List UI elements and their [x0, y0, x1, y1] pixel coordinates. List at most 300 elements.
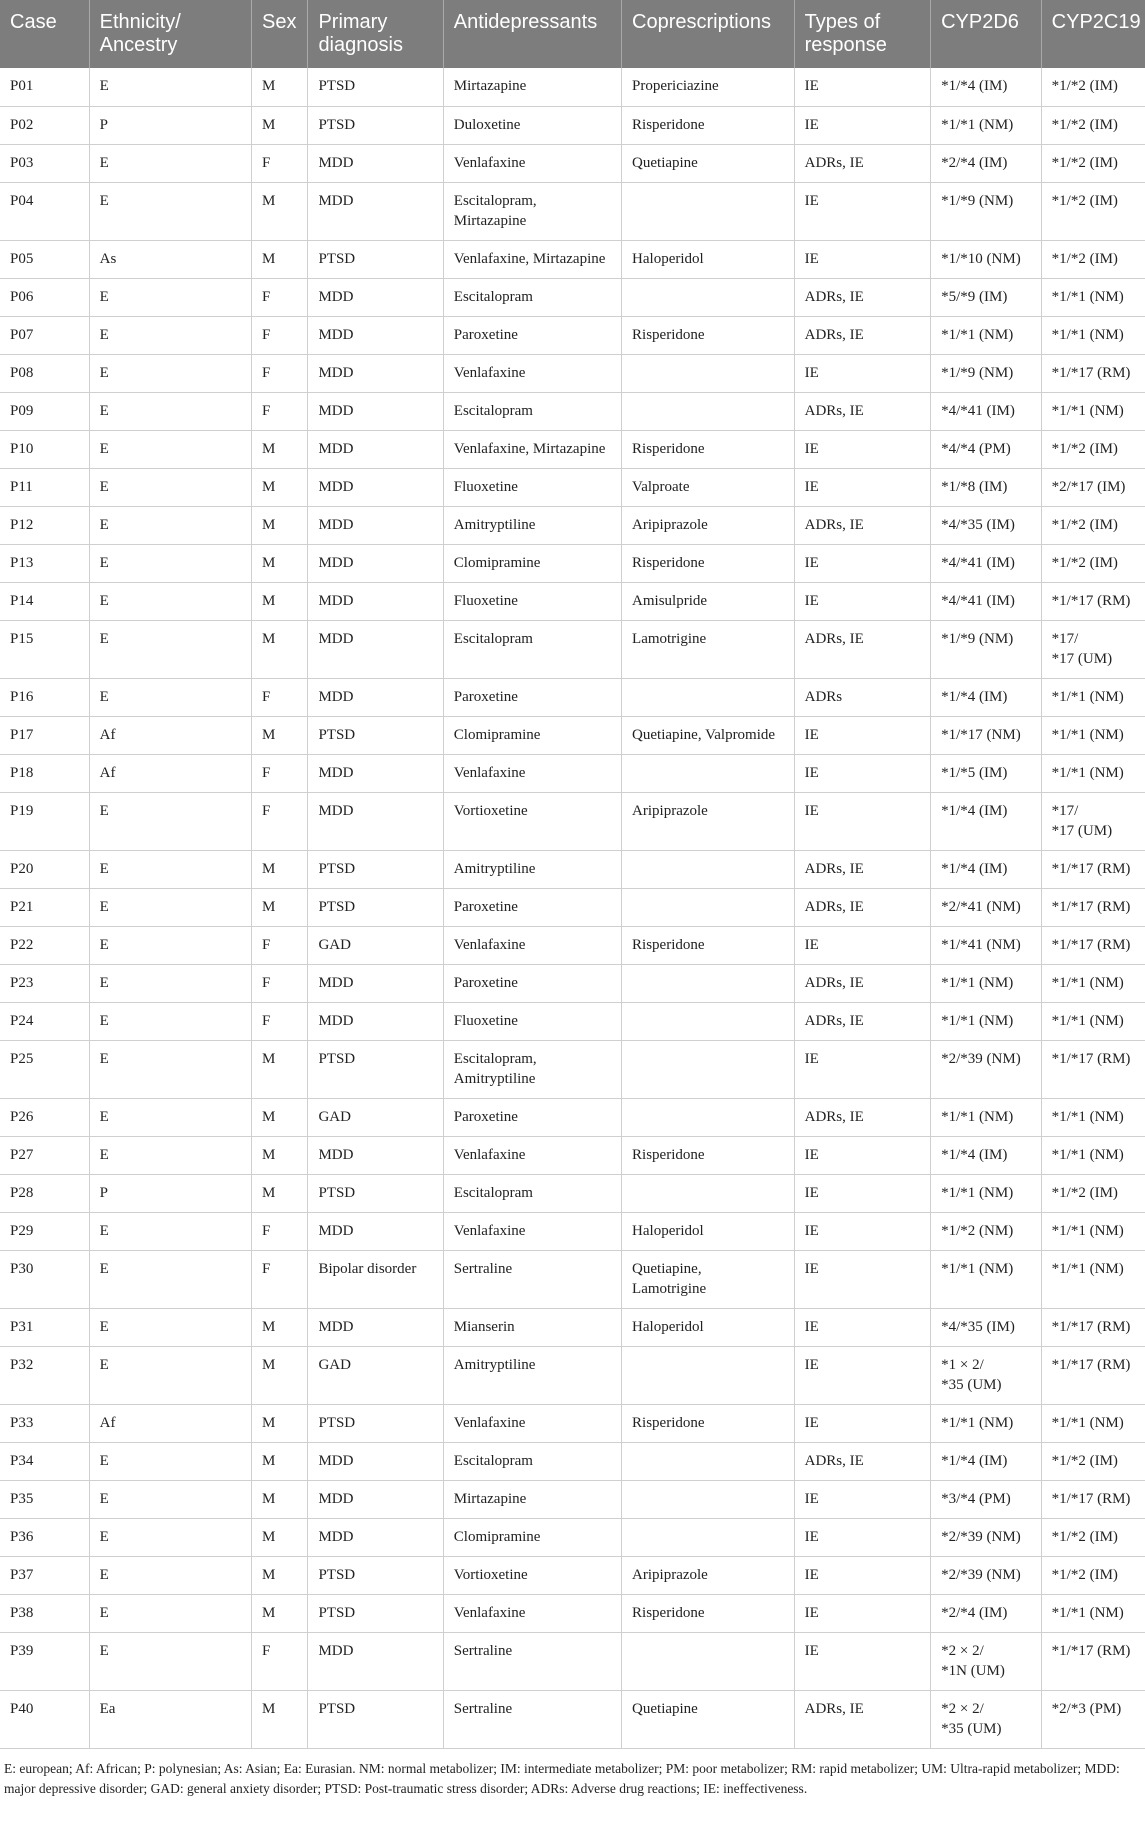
cell-cyp2c19: *2/*17 (IM) [1041, 468, 1145, 506]
cell-cyp2c19: *1/*17 (RM) [1041, 1308, 1145, 1346]
cell-primary-diagnosis: MDD [308, 506, 443, 544]
cell-antidepressants: Escitalopram, Amitryptiline [443, 1040, 621, 1098]
cell-coprescriptions: Quetiapine, Lamotrigine [622, 1250, 795, 1308]
table-footnote: E: european; Af: African; P: polynesian; As: Asian; Ea: Eurasian. NM: normal metabolizer; IM: intermediate metabolizer; PM: poor metabolizer; RM: rapid metabolizer; UM: Ultra-rapid metabolizer; MDD: major depressive disorder; GAD: general anxiety disorder; PTSD: Post-traumatic stress disorder; ADRs: Adverse drug reactions; IE: ineffectiveness. [4, 1760, 1120, 1796]
cell-sex: M [252, 716, 308, 754]
cell-antidepressants: Amitryptiline [443, 1346, 621, 1404]
cell-cyp2d6: *1/*1 (NM) [931, 1002, 1042, 1040]
cell-coprescriptions: Haloperidol [622, 240, 795, 278]
cell-antidepressants: Mirtazapine [443, 1480, 621, 1518]
cell-antidepressants: Clomipramine [443, 1518, 621, 1556]
cell-cyp2d6: *1/*9 (NM) [931, 182, 1042, 240]
cell-sex: F [252, 354, 308, 392]
cell-primary-diagnosis: PTSD [308, 1040, 443, 1098]
cell-case: P05 [0, 240, 89, 278]
cell-types-of-response: ADRs, IE [794, 964, 930, 1002]
cell-cyp2c19: *1/*1 (NM) [1041, 1594, 1145, 1632]
cell-antidepressants: Paroxetine [443, 678, 621, 716]
header-coprescriptions: Coprescriptions [622, 0, 795, 68]
cell-antidepressants: Venlafaxine [443, 1404, 621, 1442]
cell-cyp2c19: *1/*2 (IM) [1041, 544, 1145, 582]
cell-antidepressants: Escitalopram [443, 392, 621, 430]
cell-types-of-response: ADRs, IE [794, 1442, 930, 1480]
cell-case: P24 [0, 1002, 89, 1040]
table-row [0, 792, 1145, 850]
cell-antidepressants: Venlafaxine [443, 926, 621, 964]
cell-cyp2d6: *1/*1 (NM) [931, 964, 1042, 1002]
cell-cyp2c19: *17/ *17 (UM) [1041, 620, 1145, 678]
cell-antidepressants: Vortioxetine [443, 792, 621, 850]
cell-coprescriptions: Risperidone [622, 926, 795, 964]
cell-antidepressants: Sertraline [443, 1632, 621, 1690]
cell-coprescriptions [622, 392, 795, 430]
cell-case: P07 [0, 316, 89, 354]
cell-cyp2d6: *5/*9 (IM) [931, 278, 1042, 316]
cell-cyp2c19: *1/*1 (NM) [1041, 1250, 1145, 1308]
cell-ethnicity: E [89, 1250, 251, 1308]
cell-primary-diagnosis: MDD [308, 430, 443, 468]
table-row [0, 316, 1145, 354]
cell-cyp2c19: *1/*2 (IM) [1041, 1518, 1145, 1556]
cell-primary-diagnosis: MDD [308, 278, 443, 316]
cell-ethnicity: As [89, 240, 251, 278]
cell-cyp2c19: *1/*1 (NM) [1041, 1098, 1145, 1136]
cell-cyp2d6: *1/*9 (NM) [931, 620, 1042, 678]
table-row [0, 506, 1145, 544]
cell-types-of-response: IE [794, 106, 930, 144]
cell-primary-diagnosis: PTSD [308, 240, 443, 278]
cell-case: P37 [0, 1556, 89, 1594]
cell-sex: M [252, 620, 308, 678]
cell-types-of-response: IE [794, 1174, 930, 1212]
cell-coprescriptions: Aripiprazole [622, 1556, 795, 1594]
table-row [0, 1594, 1145, 1632]
cell-case: P06 [0, 278, 89, 316]
cell-ethnicity: E [89, 1518, 251, 1556]
cell-sex: M [252, 240, 308, 278]
cell-primary-diagnosis: PTSD [308, 68, 443, 106]
cell-coprescriptions: Quetiapine, Valpromide [622, 716, 795, 754]
table-row [0, 1136, 1145, 1174]
table-row [0, 240, 1145, 278]
cell-case: P30 [0, 1250, 89, 1308]
cell-cyp2c19: *1/*1 (NM) [1041, 1212, 1145, 1250]
table-body [0, 68, 1145, 1748]
cell-case: P33 [0, 1404, 89, 1442]
table-row [0, 1442, 1145, 1480]
table-row [0, 678, 1145, 716]
cell-types-of-response: ADRs, IE [794, 1690, 930, 1748]
header-types-of-response: Types of response [794, 0, 930, 68]
cell-cyp2d6: *1/*1 (NM) [931, 106, 1042, 144]
cell-sex: M [252, 182, 308, 240]
cell-antidepressants: Clomipramine [443, 716, 621, 754]
cell-cyp2d6: *1/*4 (IM) [931, 850, 1042, 888]
cell-ethnicity: E [89, 354, 251, 392]
cell-ethnicity: E [89, 144, 251, 182]
cell-coprescriptions: Risperidone [622, 316, 795, 354]
cell-sex: M [252, 1556, 308, 1594]
cell-types-of-response: IE [794, 792, 930, 850]
cell-ethnicity: E [89, 1136, 251, 1174]
cell-cyp2c19: *1/*1 (NM) [1041, 716, 1145, 754]
cell-antidepressants: Mirtazapine [443, 68, 621, 106]
table-row [0, 1556, 1145, 1594]
cell-cyp2c19: *1/*17 (RM) [1041, 888, 1145, 926]
cell-case: P13 [0, 544, 89, 582]
cell-sex: F [252, 1250, 308, 1308]
cell-types-of-response: IE [794, 582, 930, 620]
cell-primary-diagnosis: MDD [308, 1518, 443, 1556]
cell-antidepressants: Venlafaxine [443, 754, 621, 792]
cell-cyp2c19: *1/*2 (IM) [1041, 144, 1145, 182]
cell-cyp2c19: *1/*1 (NM) [1041, 1404, 1145, 1442]
cell-cyp2d6: *1/*4 (IM) [931, 1442, 1042, 1480]
cell-types-of-response: IE [794, 1404, 930, 1442]
cell-cyp2d6: *3/*4 (PM) [931, 1480, 1042, 1518]
cell-cyp2c19: *1/*1 (NM) [1041, 1136, 1145, 1174]
table-row [0, 582, 1145, 620]
cell-primary-diagnosis: MDD [308, 316, 443, 354]
cell-ethnicity: E [89, 506, 251, 544]
cell-primary-diagnosis: MDD [308, 182, 443, 240]
cell-types-of-response: ADRs, IE [794, 506, 930, 544]
cell-case: P17 [0, 716, 89, 754]
table-row [0, 850, 1145, 888]
cell-case: P38 [0, 1594, 89, 1632]
cell-coprescriptions: Quetiapine [622, 1690, 795, 1748]
cell-cyp2c19: *1/*1 (NM) [1041, 316, 1145, 354]
cell-ethnicity: E [89, 392, 251, 430]
header-sex: Sex [252, 0, 308, 68]
cell-cyp2c19: *1/*2 (IM) [1041, 240, 1145, 278]
cell-cyp2d6: *1/*10 (NM) [931, 240, 1042, 278]
cell-antidepressants: Paroxetine [443, 964, 621, 1002]
cell-cyp2c19: *1/*17 (RM) [1041, 1346, 1145, 1404]
cell-primary-diagnosis: MDD [308, 1136, 443, 1174]
cell-coprescriptions: Risperidone [622, 106, 795, 144]
cell-sex: M [252, 1518, 308, 1556]
cell-primary-diagnosis: GAD [308, 926, 443, 964]
table-row [0, 1404, 1145, 1442]
cell-coprescriptions [622, 1346, 795, 1404]
cell-ethnicity: E [89, 1346, 251, 1404]
cell-types-of-response: IE [794, 354, 930, 392]
cell-antidepressants: Paroxetine [443, 1098, 621, 1136]
cell-types-of-response: ADRs, IE [794, 144, 930, 182]
header-cyp2d6: CYP2D6 [931, 0, 1042, 68]
table-row [0, 1098, 1145, 1136]
cell-cyp2c19: *1/*1 (NM) [1041, 964, 1145, 1002]
cell-cyp2c19: *1/*1 (NM) [1041, 278, 1145, 316]
cell-ethnicity: P [89, 1174, 251, 1212]
cell-coprescriptions [622, 754, 795, 792]
cell-ethnicity: E [89, 316, 251, 354]
cell-case: P35 [0, 1480, 89, 1518]
cell-ethnicity: E [89, 620, 251, 678]
cell-cyp2d6: *1/*4 (IM) [931, 678, 1042, 716]
cell-ethnicity: E [89, 1594, 251, 1632]
cell-cyp2d6: *1/*4 (IM) [931, 68, 1042, 106]
cell-sex: M [252, 506, 308, 544]
cell-antidepressants: Amitryptiline [443, 506, 621, 544]
cell-ethnicity: E [89, 926, 251, 964]
cell-case: P23 [0, 964, 89, 1002]
cell-ethnicity: E [89, 430, 251, 468]
cell-ethnicity: E [89, 1212, 251, 1250]
cell-primary-diagnosis: MDD [308, 754, 443, 792]
cell-ethnicity: E [89, 278, 251, 316]
cell-sex: F [252, 1632, 308, 1690]
cell-case: P10 [0, 430, 89, 468]
table-row [0, 716, 1145, 754]
cell-case: P28 [0, 1174, 89, 1212]
cell-primary-diagnosis: MDD [308, 392, 443, 430]
cell-coprescriptions: Propericiazine [622, 68, 795, 106]
table-row [0, 1040, 1145, 1098]
cell-coprescriptions [622, 1002, 795, 1040]
cell-cyp2c19: *17/ *17 (UM) [1041, 792, 1145, 850]
cell-ethnicity: E [89, 182, 251, 240]
cell-antidepressants: Duloxetine [443, 106, 621, 144]
cell-ethnicity: E [89, 468, 251, 506]
cell-case: P26 [0, 1098, 89, 1136]
cell-primary-diagnosis: PTSD [308, 1556, 443, 1594]
cell-ethnicity: E [89, 1002, 251, 1040]
cell-sex: M [252, 1308, 308, 1346]
cell-primary-diagnosis: MDD [308, 678, 443, 716]
cell-sex: M [252, 582, 308, 620]
cell-cyp2d6: *1 × 2/ *35 (UM) [931, 1346, 1042, 1404]
cell-types-of-response: ADRs, IE [794, 1002, 930, 1040]
cell-cyp2d6: *2/*39 (NM) [931, 1040, 1042, 1098]
cell-coprescriptions [622, 1442, 795, 1480]
cell-sex: F [252, 392, 308, 430]
cell-case: P14 [0, 582, 89, 620]
cell-types-of-response: ADRs [794, 678, 930, 716]
cell-types-of-response: ADRs, IE [794, 620, 930, 678]
table-row [0, 888, 1145, 926]
cell-primary-diagnosis: Bipolar disorder [308, 1250, 443, 1308]
cell-coprescriptions: Amisulpride [622, 582, 795, 620]
cell-sex: F [252, 754, 308, 792]
cell-coprescriptions [622, 1098, 795, 1136]
cell-case: P04 [0, 182, 89, 240]
header-ethnicity: Ethnicity/ Ancestry [89, 0, 251, 68]
cell-cyp2d6: *2 × 2/ *1N (UM) [931, 1632, 1042, 1690]
cell-sex: F [252, 1212, 308, 1250]
cell-sex: F [252, 678, 308, 716]
cell-ethnicity: P [89, 106, 251, 144]
cell-ethnicity: Ea [89, 1690, 251, 1748]
table-row [0, 926, 1145, 964]
cell-primary-diagnosis: PTSD [308, 1404, 443, 1442]
table-row [0, 754, 1145, 792]
cell-types-of-response: IE [794, 468, 930, 506]
cell-cyp2d6: *4/*41 (IM) [931, 544, 1042, 582]
cell-case: P01 [0, 68, 89, 106]
cell-primary-diagnosis: PTSD [308, 106, 443, 144]
cell-case: P15 [0, 620, 89, 678]
cell-sex: M [252, 544, 308, 582]
cell-antidepressants: Venlafaxine, Mirtazapine [443, 430, 621, 468]
cell-sex: M [252, 1346, 308, 1404]
cell-coprescriptions [622, 1174, 795, 1212]
cell-cyp2c19: *1/*17 (RM) [1041, 354, 1145, 392]
cell-cyp2c19: *1/*1 (NM) [1041, 754, 1145, 792]
cell-cyp2c19: *1/*2 (IM) [1041, 68, 1145, 106]
cell-sex: M [252, 888, 308, 926]
cell-case: P21 [0, 888, 89, 926]
cell-types-of-response: IE [794, 1136, 930, 1174]
cell-coprescriptions [622, 1518, 795, 1556]
cell-case: P08 [0, 354, 89, 392]
cell-cyp2d6: *1/*1 (NM) [931, 1098, 1042, 1136]
cell-primary-diagnosis: PTSD [308, 716, 443, 754]
cell-types-of-response: ADRs, IE [794, 888, 930, 926]
cell-case: P29 [0, 1212, 89, 1250]
cell-antidepressants: Venlafaxine, Mirtazapine [443, 240, 621, 278]
cell-types-of-response: IE [794, 430, 930, 468]
cell-case: P32 [0, 1346, 89, 1404]
cell-ethnicity: E [89, 678, 251, 716]
cell-case: P22 [0, 926, 89, 964]
cell-cyp2c19: *1/*17 (RM) [1041, 926, 1145, 964]
cell-cyp2d6: *4/*4 (PM) [931, 430, 1042, 468]
cell-ethnicity: E [89, 68, 251, 106]
cell-cyp2c19: *1/*17 (RM) [1041, 1480, 1145, 1518]
cell-antidepressants: Venlafaxine [443, 1212, 621, 1250]
cell-primary-diagnosis: MDD [308, 1480, 443, 1518]
cell-sex: M [252, 1594, 308, 1632]
cell-antidepressants: Venlafaxine [443, 1594, 621, 1632]
cell-cyp2c19: *1/*17 (RM) [1041, 582, 1145, 620]
cell-primary-diagnosis: PTSD [308, 1690, 443, 1748]
table-row [0, 430, 1145, 468]
cell-cyp2d6: *2/*39 (NM) [931, 1556, 1042, 1594]
cell-ethnicity: E [89, 1040, 251, 1098]
cell-cyp2d6: *1/*9 (NM) [931, 354, 1042, 392]
cell-cyp2d6: *2/*4 (IM) [931, 144, 1042, 182]
cell-case: P27 [0, 1136, 89, 1174]
cell-cyp2d6: *1/*8 (IM) [931, 468, 1042, 506]
cell-sex: M [252, 68, 308, 106]
cell-types-of-response: ADRs, IE [794, 850, 930, 888]
cell-cyp2d6: *4/*41 (IM) [931, 582, 1042, 620]
cell-cyp2d6: *2/*39 (NM) [931, 1518, 1042, 1556]
table-row [0, 68, 1145, 106]
cell-primary-diagnosis: MDD [308, 1442, 443, 1480]
table-row [0, 278, 1145, 316]
cell-ethnicity: E [89, 1098, 251, 1136]
cell-types-of-response: IE [794, 1040, 930, 1098]
cell-sex: M [252, 1136, 308, 1174]
cell-antidepressants: Sertraline [443, 1690, 621, 1748]
cell-types-of-response: IE [794, 1212, 930, 1250]
cell-sex: M [252, 468, 308, 506]
cell-coprescriptions [622, 354, 795, 392]
cell-case: P16 [0, 678, 89, 716]
cell-ethnicity: E [89, 1480, 251, 1518]
cell-antidepressants: Escitalopram [443, 278, 621, 316]
table-row [0, 1690, 1145, 1748]
cell-case: P19 [0, 792, 89, 850]
cell-primary-diagnosis: GAD [308, 1346, 443, 1404]
cell-primary-diagnosis: MDD [308, 544, 443, 582]
cell-antidepressants: Escitalopram [443, 1442, 621, 1480]
cell-coprescriptions: Lamotrigine [622, 620, 795, 678]
cell-types-of-response: IE [794, 544, 930, 582]
table-row [0, 1308, 1145, 1346]
cell-coprescriptions: Risperidone [622, 544, 795, 582]
table-row [0, 1632, 1145, 1690]
cell-antidepressants: Clomipramine [443, 544, 621, 582]
cell-antidepressants: Venlafaxine [443, 354, 621, 392]
cell-types-of-response: IE [794, 182, 930, 240]
cell-sex: M [252, 1040, 308, 1098]
cell-coprescriptions: Quetiapine [622, 144, 795, 182]
cell-types-of-response: IE [794, 1308, 930, 1346]
cell-case: P03 [0, 144, 89, 182]
table-row [0, 106, 1145, 144]
cell-sex: M [252, 1174, 308, 1212]
table-row [0, 1518, 1145, 1556]
cell-antidepressants: Fluoxetine [443, 468, 621, 506]
cell-cyp2c19: *1/*2 (IM) [1041, 506, 1145, 544]
cell-primary-diagnosis: MDD [308, 582, 443, 620]
table-row [0, 392, 1145, 430]
cell-primary-diagnosis: GAD [308, 1098, 443, 1136]
cell-cyp2d6: *1/*4 (IM) [931, 1136, 1042, 1174]
cell-ethnicity: E [89, 544, 251, 582]
cell-coprescriptions [622, 278, 795, 316]
cell-coprescriptions: Risperidone [622, 1594, 795, 1632]
cell-primary-diagnosis: MDD [308, 1632, 443, 1690]
cell-sex: M [252, 1098, 308, 1136]
cell-cyp2c19: *1/*2 (IM) [1041, 1556, 1145, 1594]
cell-cyp2c19: *1/*17 (RM) [1041, 1632, 1145, 1690]
table-row [0, 1346, 1145, 1404]
cell-cyp2c19: *1/*2 (IM) [1041, 182, 1145, 240]
cell-primary-diagnosis: MDD [308, 1212, 443, 1250]
cell-antidepressants: Venlafaxine [443, 1136, 621, 1174]
cell-sex: F [252, 964, 308, 1002]
cell-primary-diagnosis: MDD [308, 792, 443, 850]
table-row [0, 1174, 1145, 1212]
cell-coprescriptions: Aripiprazole [622, 506, 795, 544]
cell-sex: F [252, 1002, 308, 1040]
cell-cyp2d6: *2/*41 (NM) [931, 888, 1042, 926]
cell-coprescriptions: Haloperidol [622, 1308, 795, 1346]
cell-cyp2c19: *1/*1 (NM) [1041, 678, 1145, 716]
cell-sex: M [252, 430, 308, 468]
cell-coprescriptions [622, 182, 795, 240]
cell-case: P12 [0, 506, 89, 544]
cell-antidepressants: Mianserin [443, 1308, 621, 1346]
cell-ethnicity: E [89, 1442, 251, 1480]
cell-antidepressants: Vortioxetine [443, 1556, 621, 1594]
cell-sex: F [252, 792, 308, 850]
cell-sex: M [252, 106, 308, 144]
cell-primary-diagnosis: MDD [308, 964, 443, 1002]
cell-sex: F [252, 278, 308, 316]
cell-cyp2d6: *1/*17 (NM) [931, 716, 1042, 754]
cell-sex: F [252, 316, 308, 354]
table-row [0, 144, 1145, 182]
cell-sex: M [252, 1480, 308, 1518]
cell-coprescriptions: Aripiprazole [622, 792, 795, 850]
cell-coprescriptions: Risperidone [622, 1136, 795, 1174]
